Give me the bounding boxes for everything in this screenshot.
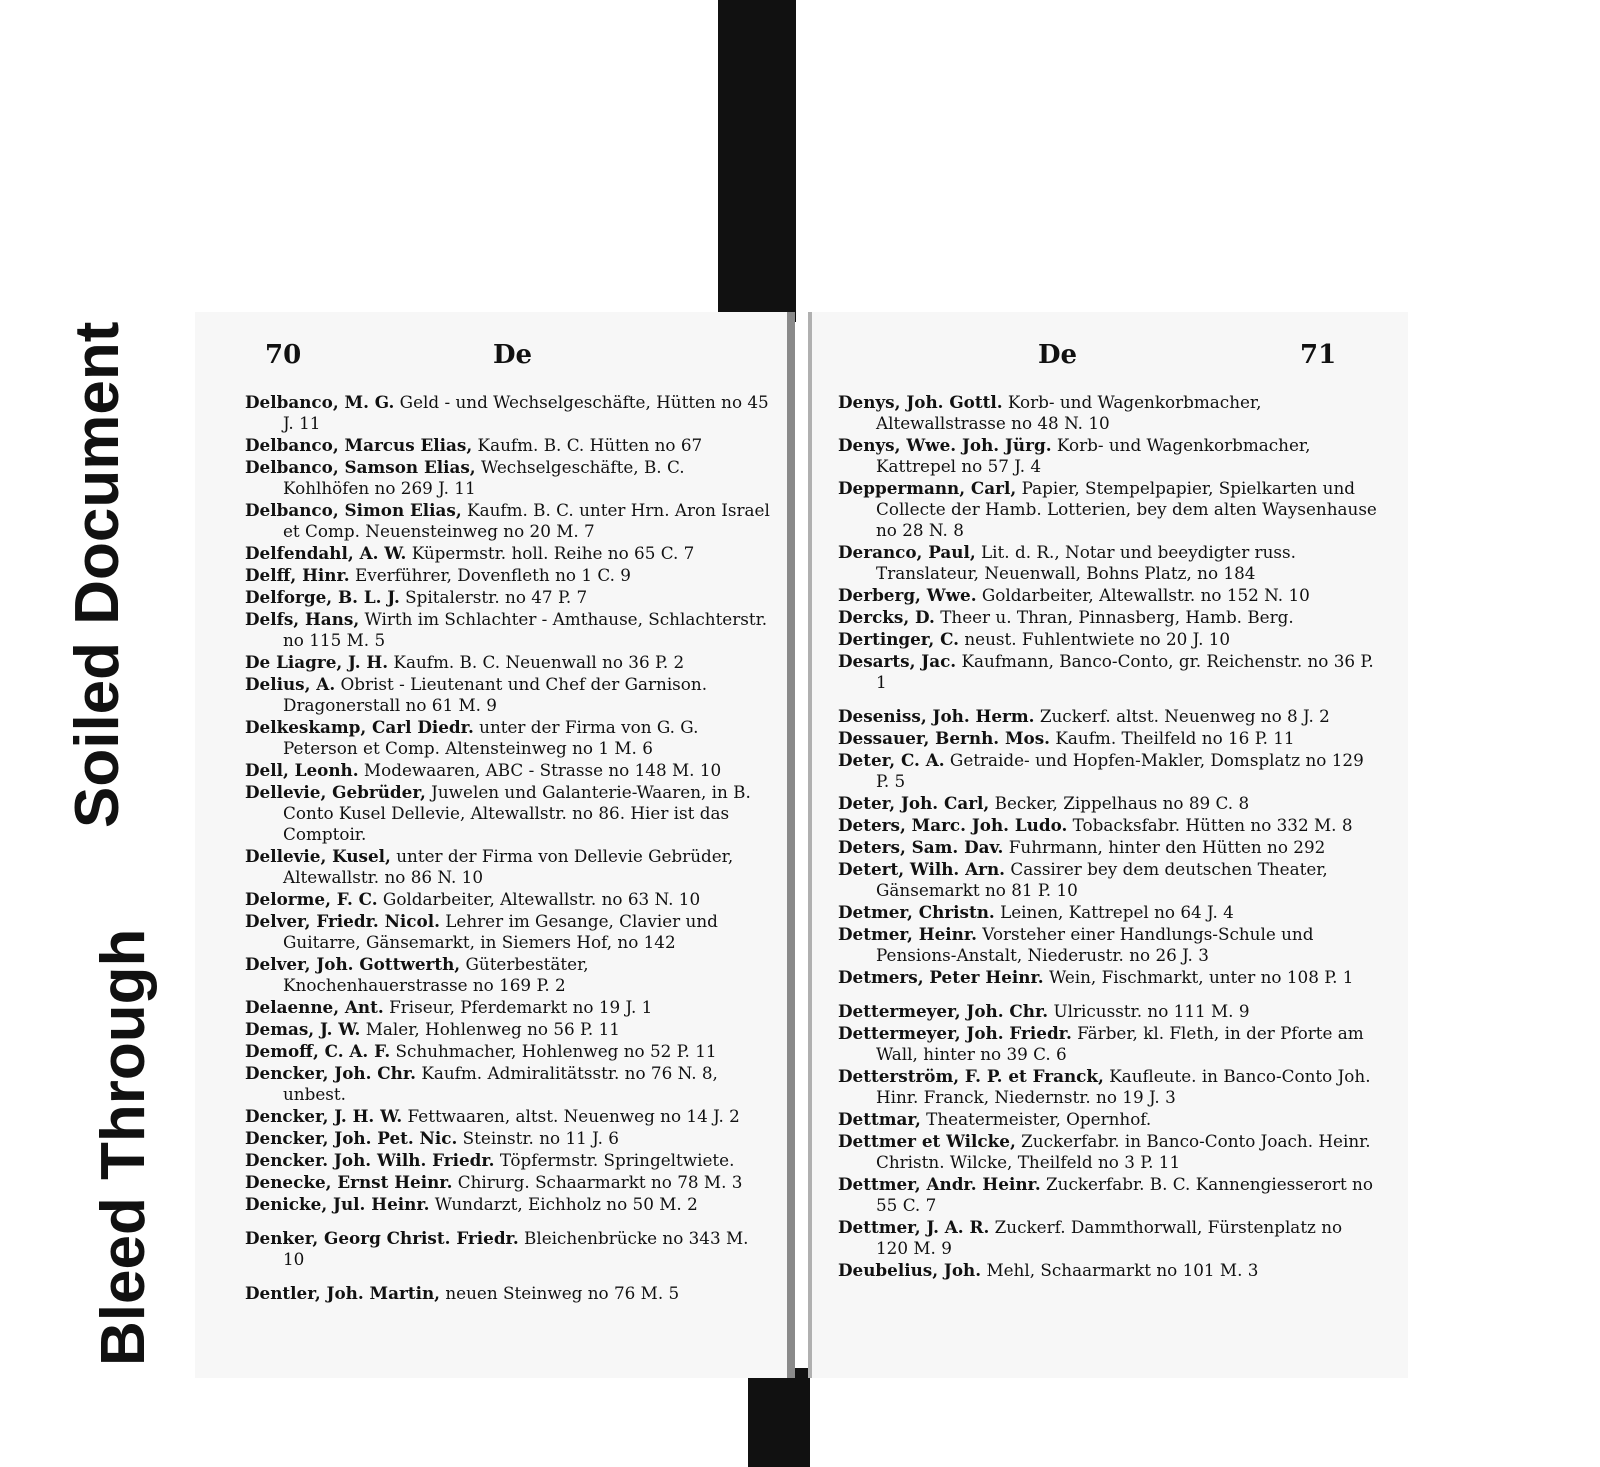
directory-entry xyxy=(838,585,1378,606)
entry-name: Detmers, Peter Heinr. xyxy=(838,967,1044,987)
page-header: De xyxy=(1038,340,1078,370)
entry-name: Detmer, Heinr. xyxy=(838,924,977,944)
entry-name: Denys, Joh. Gottl. xyxy=(838,392,1003,412)
bleed-through-label: Bleed Through xyxy=(89,928,158,1366)
entry-details: Fuhrmann, hinter den Hütten no 292 xyxy=(1003,837,1326,857)
binding-strip-top xyxy=(718,0,796,322)
entry-name: Delbanco, Simon Elias, xyxy=(245,500,462,520)
directory-entry xyxy=(245,1128,775,1149)
entry-name: Dentler, Joh. Martin, xyxy=(245,1283,441,1303)
entry-details: Spitalerstr. no 47 P. 7 xyxy=(399,587,588,607)
entry-details: Zuckerf. Dammthorwall, Fürstenplatz no 120 M. 9 xyxy=(876,1217,1343,1258)
entry-name: Derberg, Wwe. xyxy=(838,585,977,605)
entry-name: Detert, Wilh. Arn. xyxy=(838,859,1006,879)
entry-details: Kaufleute. in Banco-Conto Joh. Hinr. Franck, Niedernstr. no 19 J. 3 xyxy=(876,1066,1371,1107)
directory-entry xyxy=(245,435,775,456)
entry-name: Deranco, Paul, xyxy=(838,542,976,562)
directory-entry xyxy=(838,793,1378,814)
entry-details: Zuckerfabr. in Banco-Conto Joach. Heinr. Christn. Wilcke, Theilfeld no 3 P. 11 xyxy=(876,1131,1371,1172)
entry-details: Kaufm. B. C. unter Hrn. Aron Israel et Comp. Neuensteinweg no 20 M. 7 xyxy=(283,500,770,541)
directory-entry xyxy=(838,435,1378,477)
directory-entry xyxy=(838,902,1378,923)
directory-entry xyxy=(838,967,1378,988)
directory-entry xyxy=(838,837,1378,858)
directory-entry xyxy=(838,607,1378,628)
directory-entry xyxy=(838,1023,1378,1065)
entry-details: Cassirer bey dem deutschen Theater, Gänsemarkt no 81 P. 10 xyxy=(876,859,1328,900)
entry-details: Papier, Stempelpapier, Spielkarten und Collecte der Hamb. Lotterien, bey dem alten Waysenhause no 28 N. 8 xyxy=(876,478,1377,540)
entry-details: Schuhmacher, Hohlenweg no 52 P. 11 xyxy=(390,1041,717,1061)
directory-entry xyxy=(245,782,775,845)
entry-details: Goldarbeiter, Altewallstr. no 63 N. 10 xyxy=(377,889,701,909)
directory-entry xyxy=(245,717,775,759)
entry-name: Delius, A. xyxy=(245,674,336,694)
directory-entry xyxy=(245,1150,775,1171)
directory-entry xyxy=(838,542,1378,584)
entry-details: Kaufm. B. C. Neuenwall no 36 P. 2 xyxy=(388,652,685,672)
entry-details: Kaufm. Theilfeld no 16 P. 11 xyxy=(1050,728,1295,748)
entry-details: Everführer, Dovenfleth no 1 C. 9 xyxy=(349,565,631,585)
entry-details: Kaufm. B. C. Hütten no 67 xyxy=(472,435,703,455)
entry-name: Delbanco, Samson Elias, xyxy=(245,457,476,477)
entry-details: Korb- und Wagenkorbmacher, Altewallstrasse no 48 N. 10 xyxy=(876,392,1262,433)
directory-entry xyxy=(245,674,775,716)
entry-name: Delfendahl, A. W. xyxy=(245,543,407,563)
directory-entry xyxy=(838,706,1378,727)
entry-name: Denker, Georg Christ. Friedr. xyxy=(245,1228,519,1248)
entry-details: Lit. d. R., Notar und beeydigter russ. Translateur, Neuenwall, Bohns Platz, no 184 xyxy=(876,542,1296,583)
directory-entry xyxy=(245,997,775,1018)
entry-name: Dencker. Joh. Wilh. Friedr. xyxy=(245,1150,495,1170)
directory-entry xyxy=(245,911,775,953)
entry-details: Fettwaaren, altst. Neuenweg no 14 J. 2 xyxy=(402,1106,740,1126)
entry-name: Dettmer, J. A. R. xyxy=(838,1217,990,1237)
entry-name: Dessauer, Bernh. Mos. xyxy=(838,728,1051,748)
entry-details: Theer u. Thran, Pinnasberg, Hamb. Berg. xyxy=(934,607,1294,627)
directory-entry xyxy=(245,1063,775,1105)
directory-entry xyxy=(245,543,775,564)
directory-entry xyxy=(838,859,1378,901)
entry-name: Detmer, Christn. xyxy=(838,902,995,922)
entry-details: Geld - und Wechselgeschäfte, Hütten no 45 J. 11 xyxy=(283,392,769,433)
directory-entry xyxy=(245,1194,775,1215)
entry-details: neuen Steinweg no 76 M. 5 xyxy=(440,1283,680,1303)
directory-entry xyxy=(245,889,775,910)
entry-name: Denicke, Jul. Heinr. xyxy=(245,1194,430,1214)
directory-entry xyxy=(838,728,1378,749)
entry-name: Deseniss, Joh. Herm. xyxy=(838,706,1035,726)
page-number: 71 xyxy=(1300,340,1337,370)
directory-entry xyxy=(245,846,775,888)
directory-entry xyxy=(245,1283,775,1304)
entry-details: Küpermstr. holl. Reihe no 65 C. 7 xyxy=(406,543,695,563)
entry-details: Goldarbeiter, Altewallstr. no 152 N. 10 xyxy=(976,585,1310,605)
directory-entry xyxy=(245,1228,775,1270)
entry-details: Juwelen und Galanterie-Waaren, in B. Conto Kusel Dellevie, Altewallstr. no 86. Hier ist das Comptoir. xyxy=(283,782,751,844)
entry-name: Delbanco, M. G. xyxy=(245,392,395,412)
directory-entry xyxy=(245,1041,775,1062)
entry-details: Zuckerf. altst. Neuenweg no 8 J. 2 xyxy=(1034,706,1330,726)
entry-name: Dettmer et Wilcke, xyxy=(838,1131,1016,1151)
directory-entry xyxy=(245,500,775,542)
entry-name: De Liagre, J. H. xyxy=(245,652,389,672)
directory-entry xyxy=(838,1001,1378,1022)
entry-name: Demas, J. W. xyxy=(245,1019,361,1039)
directory-entry xyxy=(245,1019,775,1040)
directory-entry xyxy=(245,652,775,673)
entry-details: Wundarzt, Eichholz no 50 M. 2 xyxy=(429,1194,698,1214)
entry-details: Wein, Fischmarkt, unter no 108 P. 1 xyxy=(1043,967,1354,987)
entry-name: Delfs, Hans, xyxy=(245,609,360,629)
directory-entry xyxy=(838,478,1378,541)
directory-entry xyxy=(838,1066,1378,1108)
entry-name: Deter, Joh. Carl, xyxy=(838,793,990,813)
directory-entry xyxy=(838,1131,1378,1173)
directory-entry xyxy=(245,392,775,434)
entry-details: Chirurg. Schaarmarkt no 78 M. 3 xyxy=(452,1172,743,1192)
left-page xyxy=(195,312,795,1378)
directory-entry xyxy=(245,609,775,651)
entry-details: Zuckerfabr. B. C. Kannengiesserort no 55 C. 7 xyxy=(876,1174,1373,1215)
entry-name: Dettmar, xyxy=(838,1109,921,1129)
entry-name: Desarts, Jac. xyxy=(838,651,957,671)
directory-entry xyxy=(245,1106,775,1127)
entry-name: Delver, Friedr. Nicol. xyxy=(245,911,440,931)
directory-entry xyxy=(245,1172,775,1193)
entry-name: Dercks, D. xyxy=(838,607,935,627)
entry-details: Friseur, Pferdemarkt no 19 J. 1 xyxy=(383,997,653,1017)
entry-name: Denecke, Ernst Heinr. xyxy=(245,1172,453,1192)
entry-name: Delver, Joh. Gottwerth, xyxy=(245,954,461,974)
entry-details: Leinen, Kattrepel no 64 J. 4 xyxy=(994,902,1234,922)
entry-details: Güterbestäter, Knochenhauerstrasse no 169 P. 2 xyxy=(283,954,589,995)
binding-strip-bottom xyxy=(748,1368,810,1467)
soiled-document-label: Soiled Document xyxy=(63,321,132,828)
entry-details: Steinstr. no 11 J. 6 xyxy=(457,1128,619,1148)
entry-name: Dellevie, Kusel, xyxy=(245,846,391,866)
directory-entry xyxy=(245,760,775,781)
entry-details: Bleichenbrücke no 343 M. 10 xyxy=(283,1228,749,1269)
directory-entry xyxy=(245,565,775,586)
entry-name: Delff, Hinr. xyxy=(245,565,350,585)
directory-entry xyxy=(245,954,775,996)
entry-details: Ulricusstr. no 111 M. 9 xyxy=(1048,1001,1250,1021)
entry-details: neust. Fuhlentwiete no 20 J. 10 xyxy=(959,629,1231,649)
directory-entry xyxy=(838,1109,1378,1130)
entry-name: Dencker, J. H. W. xyxy=(245,1106,403,1126)
entry-details: Modewaaren, ABC - Strasse no 148 M. 10 xyxy=(358,760,722,780)
entry-name: Deter, C. A. xyxy=(838,750,945,770)
right-page xyxy=(808,312,1408,1378)
entry-name: Dertinger, C. xyxy=(838,629,960,649)
entry-details: Getraide- und Hopfen-Makler, Domsplatz no 129 P. 5 xyxy=(876,750,1364,791)
entry-details: Kaufm. Admiralitätsstr. no 76 N. 8, unbest. xyxy=(283,1063,718,1104)
entry-name: Dettermeyer, Joh. Chr. xyxy=(838,1001,1049,1021)
entry-name: Delorme, F. C. xyxy=(245,889,378,909)
entry-name: Delaenne, Ant. xyxy=(245,997,384,1017)
entry-name: Dellevie, Gebrüder, xyxy=(245,782,426,802)
entry-details: Tobacksfabr. Hütten no 332 M. 8 xyxy=(1067,815,1353,835)
directory-entry xyxy=(838,815,1378,836)
directory-entries xyxy=(245,392,775,1305)
entry-details: Färber, kl. Fleth, in der Pforte am Wall, hinter no 39 C. 6 xyxy=(876,1023,1364,1064)
directory-entry xyxy=(838,651,1378,693)
directory-entry xyxy=(838,629,1378,650)
page-number: 70 xyxy=(265,340,302,370)
entry-name: Deters, Sam. Dav. xyxy=(838,837,1004,857)
entry-details: Lehrer im Gesange, Clavier und Guitarre, Gänsemarkt, in Siemers Hof, no 142 xyxy=(283,911,718,952)
entry-details: Theatermeister, Opernhof. xyxy=(920,1109,1152,1129)
entry-details: Töpfermstr. Springeltwiete. xyxy=(494,1150,735,1170)
entry-name: Dettermeyer, Joh. Friedr. xyxy=(838,1023,1072,1043)
page-header: De xyxy=(493,340,533,370)
directory-entry xyxy=(838,1174,1378,1216)
entry-name: Denys, Wwe. Joh. Jürg. xyxy=(838,435,1052,455)
entry-name: Deters, Marc. Joh. Ludo. xyxy=(838,815,1068,835)
directory-entry xyxy=(838,1217,1378,1259)
entry-details: Wechselgeschäfte, B. C. Kohlhöfen no 269 J. 11 xyxy=(283,457,685,498)
entry-name: Detterström, F. P. et Franck, xyxy=(838,1066,1104,1086)
entry-details: Obrist - Lieutenant und Chef der Garnison. Dragonerstall no 61 M. 9 xyxy=(283,674,708,715)
entry-name: Demoff, C. A. F. xyxy=(245,1041,391,1061)
entry-name: Deppermann, Carl, xyxy=(838,478,1017,498)
directory-entry xyxy=(838,750,1378,792)
directory-entry xyxy=(838,392,1378,434)
entry-name: Dencker, Joh. Chr. xyxy=(245,1063,416,1083)
entry-details: Mehl, Schaarmarkt no 101 M. 3 xyxy=(981,1260,1259,1280)
entry-details: Kaufmann, Banco-Conto, gr. Reichenstr. no 36 P. 1 xyxy=(876,651,1374,692)
entry-details: Wirth im Schlachter - Amthause, Schlachterstr. no 115 M. 5 xyxy=(283,609,768,650)
entry-details: unter der Firma von Dellevie Gebrüder, Altewallstr. no 86 N. 10 xyxy=(283,846,734,887)
entry-name: Deubelius, Joh. xyxy=(838,1260,982,1280)
entry-details: Korb- und Wagenkorbmacher, Kattrepel no 57 J. 4 xyxy=(876,435,1311,476)
entry-name: Delbanco, Marcus Elias, xyxy=(245,435,473,455)
entry-name: Dencker, Joh. Pet. Nic. xyxy=(245,1128,458,1148)
directory-entry xyxy=(245,587,775,608)
directory-entry xyxy=(838,924,1378,966)
directory-entry xyxy=(245,457,775,499)
directory-entries xyxy=(838,392,1378,1282)
entry-details: Becker, Zippelhaus no 89 C. 8 xyxy=(989,793,1250,813)
entry-details: Vorsteher einer Handlungs-Schule und Pensions-Anstalt, Niederustr. no 26 J. 3 xyxy=(876,924,1314,965)
entry-name: Dettmer, Andr. Heinr. xyxy=(838,1174,1041,1194)
entry-details: Maler, Hohlenweg no 56 P. 11 xyxy=(360,1019,620,1039)
entry-name: Delforge, B. L. J. xyxy=(245,587,400,607)
entry-name: Dell, Leonh. xyxy=(245,760,359,780)
entry-name: Delkeskamp, Carl Diedr. xyxy=(245,717,474,737)
directory-entry xyxy=(838,1260,1378,1281)
entry-details: unter der Firma von G. G. Peterson et Comp. Altensteinweg no 1 M. 6 xyxy=(283,717,699,758)
